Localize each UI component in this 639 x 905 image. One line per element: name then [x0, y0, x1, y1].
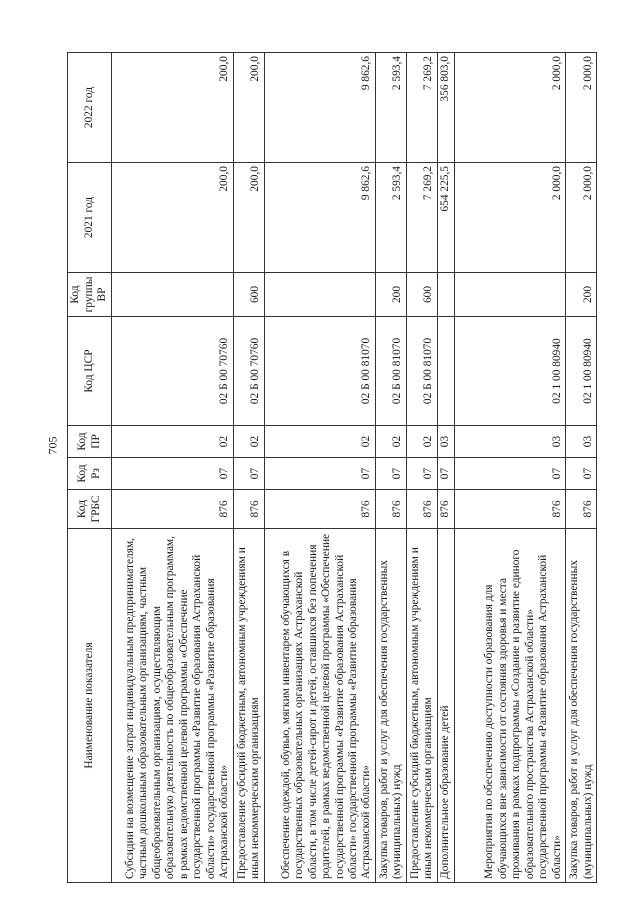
row-vr: 200 [566, 273, 597, 317]
budget-table-rotated [67, 53, 597, 883]
row-vr [264, 273, 375, 317]
row-name: Предоставление субсидий бюджетным, автономным учреждениям и иным некоммерческим организациям [233, 529, 264, 883]
row-name: Дополнительное образование детей [437, 529, 454, 883]
row-csr: 02 Б 00 70760 [233, 317, 264, 426]
row-rz: 07 [566, 458, 597, 490]
row-rz: 07 [437, 458, 454, 490]
header-row [68, 53, 112, 883]
row-pr: 02 [112, 426, 234, 458]
header-csr: Код ЦСР [68, 317, 112, 426]
row-2022: 7 269,2 [406, 53, 437, 163]
row-2021: 200,0 [112, 163, 234, 273]
row-csr: 02 Б 00 81070 [375, 317, 406, 426]
row-2021: 2 000,0 [454, 163, 565, 273]
row-rz: 07 [233, 458, 264, 490]
row-grbs: 876 [454, 490, 565, 529]
row-rz: 07 [406, 458, 437, 490]
row-2021: 200,0 [233, 163, 264, 273]
row-vr [454, 273, 565, 317]
header-2022: 2022 год [68, 53, 112, 163]
row-2021: 2 593,4 [375, 163, 406, 273]
row-rz: 07 [264, 458, 375, 490]
table-row [566, 53, 597, 883]
table-row [454, 53, 565, 883]
row-2021: 9 862,6 [264, 163, 375, 273]
row-2022: 2 000,0 [566, 53, 597, 163]
table-row [233, 53, 264, 883]
table-row [264, 53, 375, 883]
row-rz: 07 [375, 458, 406, 490]
row-pr: 02 [406, 426, 437, 458]
row-rz: 07 [112, 458, 234, 490]
row-pr: 03 [437, 426, 454, 458]
row-csr: 02 Б 00 70760 [112, 317, 234, 426]
row-pr: 03 [454, 426, 565, 458]
row-csr: 02 Б 00 81070 [406, 317, 437, 426]
row-name: Обеспечение одеждой, обувью, мягким инвентарем обучающихся в государственных образовательных организациях Астраханской области, в том числе детей-сирот и детей, оставшихся без попечения родителей, в рамках ведомственной целевой программы «Обеспечение государственной программы «Развитие образования Астраханской области» государственной программы «Развитие образования Астраханской области» [264, 529, 375, 883]
row-csr: 02 1 00 80940 [566, 317, 597, 426]
row-2022: 2 000,0 [454, 53, 565, 163]
row-2021: 654 225,5 [437, 163, 454, 273]
row-2022: 200,0 [233, 53, 264, 163]
header-name: Наименование показателя [68, 529, 112, 883]
table-row [437, 53, 454, 883]
header-vr: Код группы ВР [68, 273, 112, 317]
row-csr [437, 317, 454, 426]
row-vr: 200 [375, 273, 406, 317]
row-rz: 07 [454, 458, 565, 490]
row-pr: 03 [566, 426, 597, 458]
row-name: Предоставление субсидий бюджетным, автономным учреждениям и иным некоммерческим организациям [406, 529, 437, 883]
table-row [112, 53, 234, 883]
row-vr [112, 273, 234, 317]
row-pr: 02 [233, 426, 264, 458]
row-csr: 02 1 00 80940 [454, 317, 565, 426]
header-grbs: Код ГРБС [68, 490, 112, 529]
header-pr: Код ПР [68, 426, 112, 458]
row-2022: 356 803,0 [437, 53, 454, 163]
row-name: Закупка товаров, работ и услуг для обеспечения государственных (муниципальных) нужд [566, 529, 597, 883]
table-row [406, 53, 437, 883]
header-rz: Код Рз [68, 458, 112, 490]
budget-table [67, 52, 597, 883]
row-2021: 7 269,2 [406, 163, 437, 273]
row-grbs: 876 [566, 490, 597, 529]
page-number: 705 [45, 436, 60, 455]
row-vr: 600 [233, 273, 264, 317]
row-name: Мероприятия по обеспечению доступности образования для обучающихся вне зависимости от состояния здоровья и места проживания в рамках подпрограммы «Создание и развитие единого образовательного пространства Астраханской области» государственной программы «Развитие образования Астраханской области» [454, 529, 565, 883]
header-2021: 2021 год [68, 163, 112, 273]
row-name: Закупка товаров, работ и услуг для обеспечения государственных (муниципальных) нужд [375, 529, 406, 883]
row-2022: 9 862,6 [264, 53, 375, 163]
row-grbs: 876 [264, 490, 375, 529]
row-vr [437, 273, 454, 317]
row-grbs: 876 [375, 490, 406, 529]
row-grbs: 876 [437, 490, 454, 529]
row-pr: 02 [264, 426, 375, 458]
row-name: Субсидии на возмещение затрат индивидуальным предпринимателям, частным дошкольным образовательным организациям, частным общеобразовательным организациям, осуществляющим образовательную деятельность по общеобразовательным программам, в рамках ведомственной целевой программы «Обеспечение государственной программы «Развитие образования Астраханской области» государственной программы «Развитие образования Астраханской области» [112, 529, 234, 883]
row-grbs: 876 [406, 490, 437, 529]
row-grbs: 876 [112, 490, 234, 529]
row-2022: 200,0 [112, 53, 234, 163]
row-2022: 2 593,4 [375, 53, 406, 163]
row-csr: 02 Б 00 81070 [264, 317, 375, 426]
row-pr: 02 [375, 426, 406, 458]
table-row [375, 53, 406, 883]
row-grbs: 876 [233, 490, 264, 529]
row-2021: 2 000,0 [566, 163, 597, 273]
row-vr: 600 [406, 273, 437, 317]
